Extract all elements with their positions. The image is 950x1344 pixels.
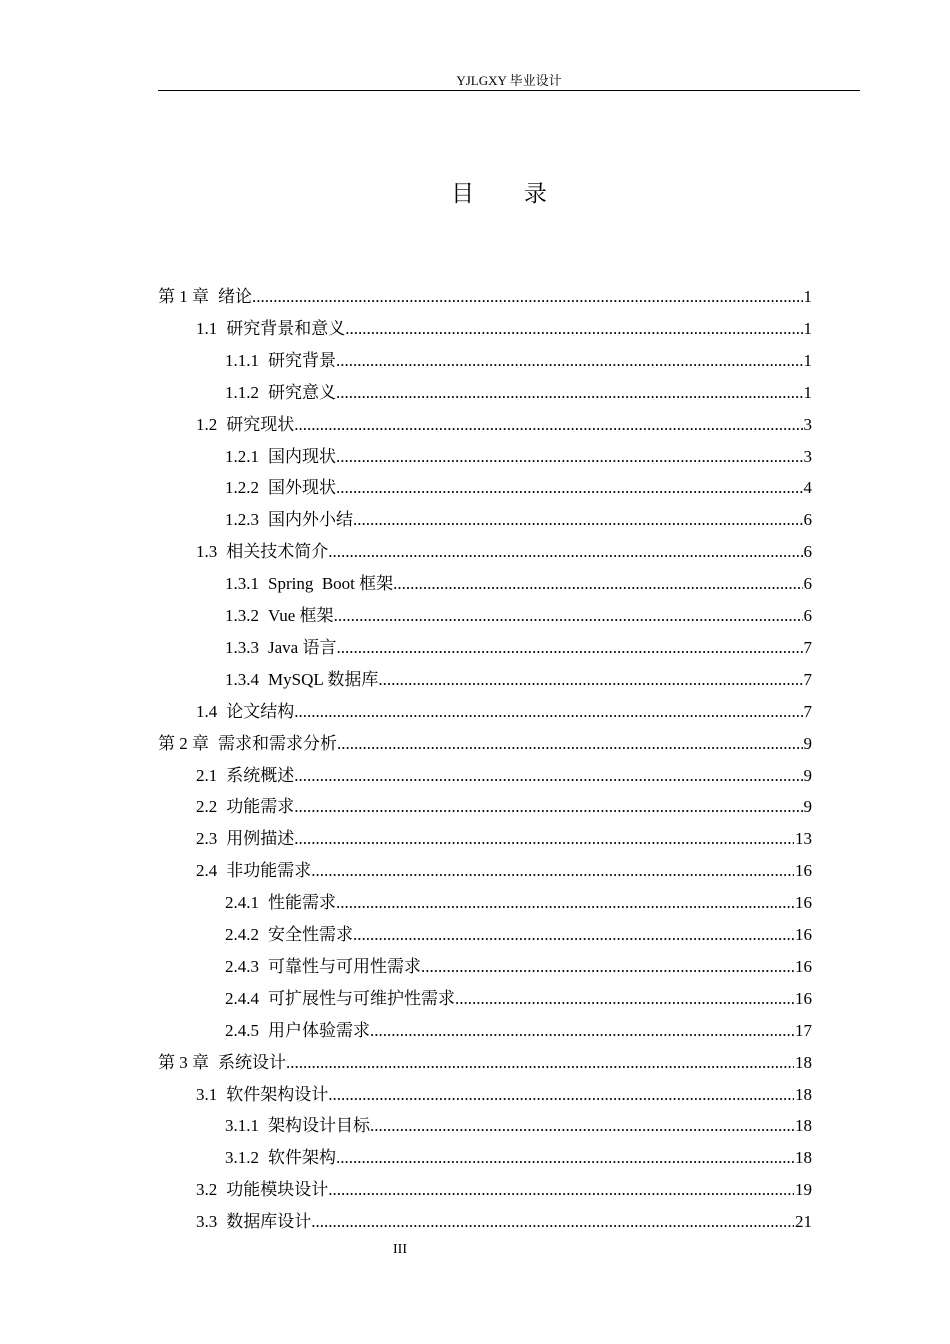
toc-entry-page: 7 (803, 637, 812, 657)
page-footer (360, 1240, 440, 1260)
toc-entry[interactable] (158, 1043, 812, 1075)
toc-entry-number: 第 2 章 (158, 733, 209, 753)
toc-entry-page: 3 (803, 414, 812, 434)
toc-dot-leader (336, 1146, 794, 1170)
toc-entry[interactable] (225, 1138, 812, 1170)
toc-entry[interactable] (196, 756, 812, 788)
toc-entry-page: 16 (795, 925, 812, 944)
toc-entry[interactable] (225, 883, 812, 915)
toc-entry-title: 软件架构 (268, 1148, 336, 1168)
toc-entry[interactable] (225, 628, 812, 660)
toc-entry-title: Vue 框架 (268, 606, 334, 625)
toc-entry-page: 17 (795, 1020, 812, 1040)
toc-entry-number: 3.2 (196, 1180, 218, 1200)
toc-dot-leader (455, 987, 794, 1011)
toc-entry[interactable] (196, 532, 812, 564)
toc-entry[interactable] (225, 341, 812, 373)
toc-entry-number: 2.4 (196, 861, 218, 881)
page-header (158, 72, 860, 91)
toc-dot-leader (336, 476, 803, 500)
toc-entry[interactable] (225, 373, 812, 405)
toc-entry-number: 2.1 (196, 765, 218, 785)
toc-entry[interactable] (196, 1170, 812, 1202)
toc-entry-page: 1 (803, 287, 812, 306)
toc-entry-title: 用户体验需求 (268, 1020, 370, 1040)
toc-entry[interactable] (225, 437, 812, 469)
toc-entry-page: 9 (803, 733, 812, 753)
toc-entry-number: 2.4.5 (225, 1020, 259, 1040)
toc-entry-number: 1.2 (196, 414, 218, 434)
toc-entry-title: 研究背景 (268, 350, 336, 370)
toc-entry[interactable] (225, 915, 812, 947)
toc-entry-number: 1.2.3 (225, 510, 259, 530)
toc-entry-title: 可扩展性与可维护性需求 (268, 988, 455, 1008)
toc-entry-title: 功能模块设计 (226, 1180, 329, 1200)
toc-entry-title: 安全性需求 (268, 925, 353, 944)
toc-entry-page: 1 (803, 318, 812, 338)
toc-dot-leader (328, 540, 802, 564)
toc-entry-title: 非功能需求 (226, 861, 312, 881)
toc-entry-title: MySQL 数据库 (268, 669, 379, 689)
toc-entry-number: 2.3 (196, 829, 218, 849)
toc-entry[interactable] (225, 500, 812, 532)
toc-entry[interactable] (225, 1011, 812, 1043)
toc-dot-leader (336, 381, 803, 405)
toc-entry-number: 1.1.1 (225, 350, 259, 370)
toc-dot-leader (294, 795, 802, 819)
toc-entry-page: 6 (803, 510, 812, 530)
toc-dot-leader (294, 764, 802, 788)
toc-entry-number: 1.3.4 (225, 669, 259, 689)
toc-dot-leader (328, 1178, 794, 1202)
toc-entry-page: 9 (803, 765, 812, 785)
toc-dot-leader (286, 1051, 794, 1075)
toc-dot-leader (353, 508, 803, 532)
toc-entry-title: 系统概述 (226, 765, 295, 785)
toc-entry-title: 研究背景和意义 (226, 318, 346, 338)
toc-title: 目 录 (451, 181, 569, 206)
toc-entry-page: 18 (795, 1084, 812, 1104)
toc-entry-number: 1.2.2 (225, 478, 259, 498)
toc-entry-number: 3.1.1 (225, 1116, 259, 1136)
toc-entry-page: 7 (803, 701, 812, 721)
toc-entry-page: 16 (795, 861, 812, 881)
toc-dot-leader (336, 445, 803, 469)
header-text: YJLGXY 毕业设计 (456, 73, 562, 88)
toc-entry-page: 16 (795, 956, 812, 976)
toc-entry-page: 19 (795, 1180, 812, 1200)
toc-entry-page: 1 (803, 382, 812, 402)
toc-entry-title: Java 语言 (268, 637, 337, 657)
toc-entry[interactable] (225, 660, 812, 692)
toc-entry-number: 1.3.2 (225, 606, 259, 625)
toc-dot-leader (294, 827, 794, 851)
toc-entry[interactable] (225, 468, 812, 500)
toc-entry[interactable] (196, 819, 812, 851)
toc-entry[interactable] (225, 564, 812, 596)
toc-entry-number: 第 3 章 (158, 1052, 209, 1072)
toc-dot-leader (393, 572, 802, 596)
toc-entry-page: 6 (803, 542, 812, 562)
toc-dot-leader (336, 636, 802, 660)
toc-entry-title: 需求和需求分析 (218, 733, 337, 753)
toc-entry-page: 16 (795, 988, 812, 1008)
toc-dot-leader (336, 891, 794, 915)
toc-entry-page: 1 (803, 350, 812, 370)
toc-entry[interactable] (225, 1106, 812, 1138)
toc-dot-leader (421, 955, 794, 979)
toc-entry-page: 21 (795, 1212, 812, 1232)
toc-entry-title: 国外现状 (268, 478, 336, 498)
toc-entry-number: 1.3.1 (225, 574, 259, 594)
toc-entry-number: 2.4.2 (225, 925, 259, 944)
toc-entry[interactable] (225, 596, 812, 628)
toc-entry-number: 2.4.3 (225, 956, 259, 976)
toc-entry-title: 软件架构设计 (226, 1084, 329, 1104)
toc-dot-leader (353, 923, 794, 947)
toc-entry-number: 2.4.1 (225, 893, 259, 913)
toc-entry-page: 6 (803, 574, 812, 594)
toc-entry-title: 用例描述 (226, 829, 295, 849)
toc-entry-number: 1.2.1 (225, 446, 259, 466)
toc-entry[interactable] (225, 947, 812, 979)
toc-entry-number: 1.3.3 (225, 637, 259, 657)
toc-entry-number: 3.3 (196, 1212, 218, 1232)
toc-entry[interactable] (225, 979, 812, 1011)
toc-entry-page: 6 (803, 606, 812, 625)
toc-entry[interactable] (158, 277, 812, 309)
toc-entry-page: 18 (795, 1116, 812, 1136)
toc-entry-page: 3 (803, 446, 812, 466)
toc-entry-title: 国内外小结 (268, 510, 353, 530)
toc-entry-title: 绪论 (218, 287, 252, 306)
toc-entry-title: 数据库设计 (226, 1212, 312, 1232)
toc-dot-leader (337, 732, 803, 756)
toc-dot-leader (336, 349, 803, 373)
toc-entry-page: 7 (803, 669, 812, 689)
toc-entry-page: 16 (795, 893, 812, 913)
toc-entry-title: 相关技术简介 (226, 542, 329, 562)
toc-dot-leader (311, 859, 794, 883)
toc-entry-title: 研究意义 (268, 382, 336, 402)
toc-entry-number: 1.4 (196, 701, 218, 721)
toc-entry[interactable] (196, 309, 812, 341)
toc-entry[interactable] (196, 1075, 812, 1107)
toc-entry-number: 3.1 (196, 1084, 218, 1104)
toc-entry-title: 系统设计 (218, 1052, 286, 1072)
toc-entry-title: 架构设计目标 (268, 1116, 370, 1136)
toc-entry-page: 4 (803, 478, 812, 498)
toc-entry-title: 国内现状 (268, 446, 336, 466)
toc-entry-number: 1.3 (196, 542, 218, 562)
toc-entry-number: 2.2 (196, 797, 218, 817)
toc-entry-number: 1.1.2 (225, 382, 259, 402)
toc-entry[interactable] (196, 851, 812, 883)
toc-entry-title: 性能需求 (268, 893, 336, 913)
toc-entry-number: 2.4.4 (225, 988, 259, 1008)
toc-entry-title: 研究现状 (226, 414, 295, 434)
toc-entry[interactable] (196, 1202, 812, 1234)
toc-entry-title: Spring Boot 框架 (268, 574, 394, 594)
toc-entry-page: 13 (795, 829, 812, 849)
toc-entry-title: 论文结构 (226, 701, 295, 721)
toc-dot-leader (370, 1114, 794, 1138)
toc-entry-page: 18 (795, 1148, 812, 1168)
toc-dot-leader (345, 317, 802, 341)
toc-dot-leader (311, 1210, 794, 1234)
toc-entry-page: 9 (803, 797, 812, 817)
toc-entry-number: 1.1 (196, 318, 218, 338)
toc-dot-leader (294, 700, 802, 724)
toc-dot-leader (370, 1019, 794, 1043)
toc-entry[interactable] (196, 692, 812, 724)
toc-dot-leader (294, 413, 802, 437)
toc-dot-leader (328, 1083, 794, 1107)
footer-page-number: III (393, 1242, 407, 1257)
toc-entry[interactable] (196, 405, 812, 437)
toc-entry-number: 第 1 章 (158, 287, 209, 306)
toc-entry-title: 可靠性与可用性需求 (268, 956, 421, 976)
toc-dot-leader (334, 604, 803, 628)
toc-entry[interactable] (196, 787, 812, 819)
toc-entry-title: 功能需求 (226, 797, 295, 817)
toc-entry-number: 3.1.2 (225, 1148, 259, 1168)
toc-dot-leader (252, 285, 803, 309)
toc-entry-page: 18 (795, 1052, 812, 1072)
toc-dot-leader (378, 668, 802, 692)
toc-entry[interactable] (158, 724, 812, 756)
